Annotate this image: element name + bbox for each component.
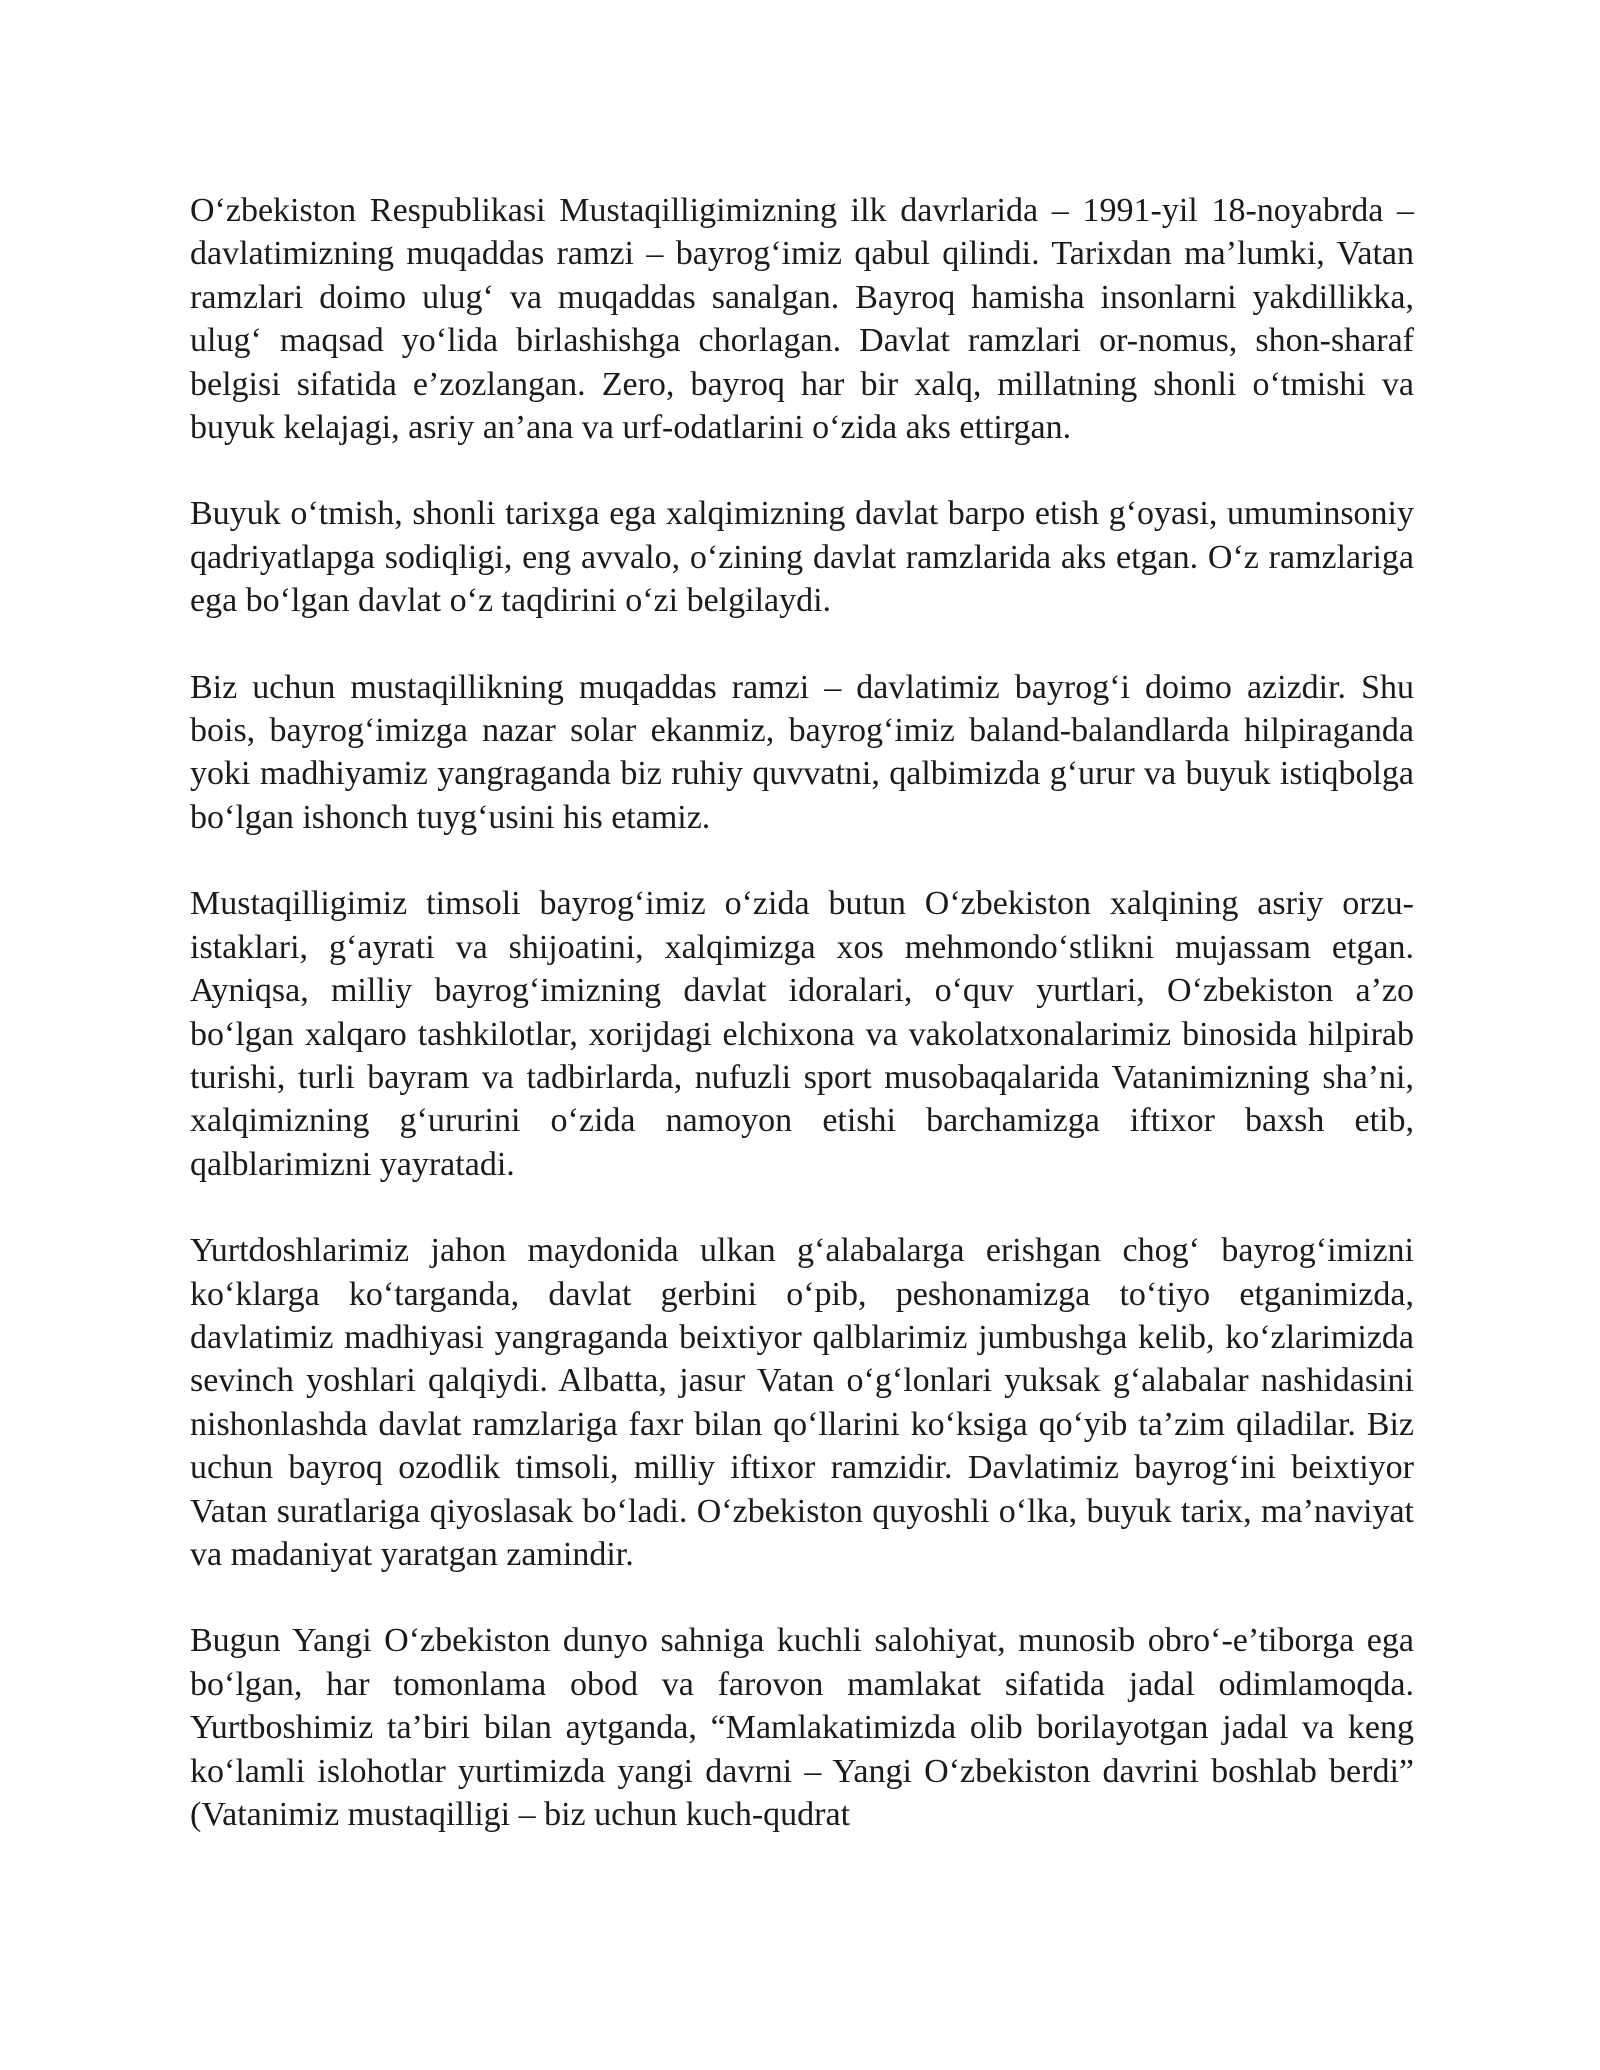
paragraph-4: Mustaqilligimiz timsoli bayrog‘imiz o‘zida butun O‘zbekiston xalqining asriy orzu-istaklari, g‘ayrati va shijoatini, xalqimizga xos mehmondo‘stlikni mujassam etgan. Ayniqsa, milliy bayrog‘imizning davlat idoralari, o‘quv yurtlari, O‘zbekiston a’zo bo‘lgan xalqaro tashkilotlar, xorijdagi elchixona va vakolatxonalarimiz binosida hilpirab turishi, turli bayram va tadbirlarda, nufuzli sport musobaqalarida Vatanimizning sha’ni, xalqimizning g‘ururini o‘zida namoyon etishi barchamizga iftixor baxsh etib, qalblarimizni yayratadi. — [190, 885, 1414, 1183]
document-body — [190, 189, 1414, 1836]
paragraph-5: Yurtdoshlarimiz jahon maydonida ulkan g‘alabalarga erishgan chog‘ bayrog‘imizni ko‘klarga ko‘targanda, davlat gerbini o‘pib, peshonamizga to‘tiyo etganimizda, davlatimiz madhiyasi yangraganda beixtiyor qalblarimiz jumbushga kelib, ko‘zlarimizda sevinch yoshlari qalqiydi. Albatta, jasur Vatan o‘g‘lonlari yuksak g‘alabalar nashidasini nishonlashda davlat ramzlariga faxr bilan qo‘llarini ko‘ksiga qo‘yib ta’zim qiladilar. Biz uchun bayroq ozodlik timsoli, milliy iftixor ramzidir. Davlatimiz bayrog‘ini beixtiyor Vatan suratlariga qiyoslasak bo‘ladi. O‘zbekiston quyoshli o‘lka, buyuk tarix, ma’naviyat va madaniyat yaratgan zamindir. — [190, 1232, 1414, 1573]
paragraph-1: O‘zbekiston Respublikasi Mustaqilligimizning ilk davrlarida – 1991-yil 18-noyabrda – davlatimizning muqaddas ramzi – bayrog‘imiz qabul qilindi. Tarixdan ma’lumki, Vatan ramzlari doimo ulug‘ va muqaddas sanalgan. Bayroq hamisha insonlarni yakdillikka, ulug‘ maqsad yo‘lida birlashishga chorlagan. Davlat ramzlari or-nomus, shon-sharaf belgisi sifatida e’zozlangan. Zero, bayroq har bir xalq, millatning shonli o‘tmishi va buyuk kelajagi, asriy an’ana va urf-odatlarini o‘zida aks ettirgan. — [190, 192, 1414, 447]
paragraph-2: Buyuk o‘tmish, shonli tarixga ega xalqimizning davlat barpo etish g‘oyasi, umuminsoniy qadriyatlapga sodiqligi, eng avvalo, o‘zining davlat ramzlarida aks etgan. O‘z ramzlariga ega bo‘lgan davlat o‘z taqdirini o‘zi belgilaydi. — [190, 495, 1414, 620]
paragraph-6: Bugun Yangi O‘zbekiston dunyo sahniga kuchli salohiyat, munosib obro‘-e’tiborga ega bo‘lgan, har tomonlama obod va farovon mamlakat sifatida jadal odimlamoqda. Yurtboshimiz ta’biri bilan aytganda, “Mamlakatimizda olib borilayotgan jadal va keng ko‘lamli islohotlar yurtimizda yangi davrni – Yangi O‘zbekiston davrini boshlab berdi” (Vatanimiz mustaqilligi – biz uchun kuch-qudrat — [190, 1622, 1414, 1833]
paragraph-3: Biz uchun mustaqillikning muqaddas ramzi – davlatimiz bayrog‘i doimo azizdir. Shu bois, bayrog‘imizga nazar solar ekanmiz, bayrog‘imiz baland-balandlarda hilpiraganda yoki madhiyamiz yangraganda biz ruhiy quvvatni, qalbimizda g‘urur va buyuk istiqbolga bo‘lgan ishonch tuyg‘usini his etamiz. — [190, 668, 1414, 836]
